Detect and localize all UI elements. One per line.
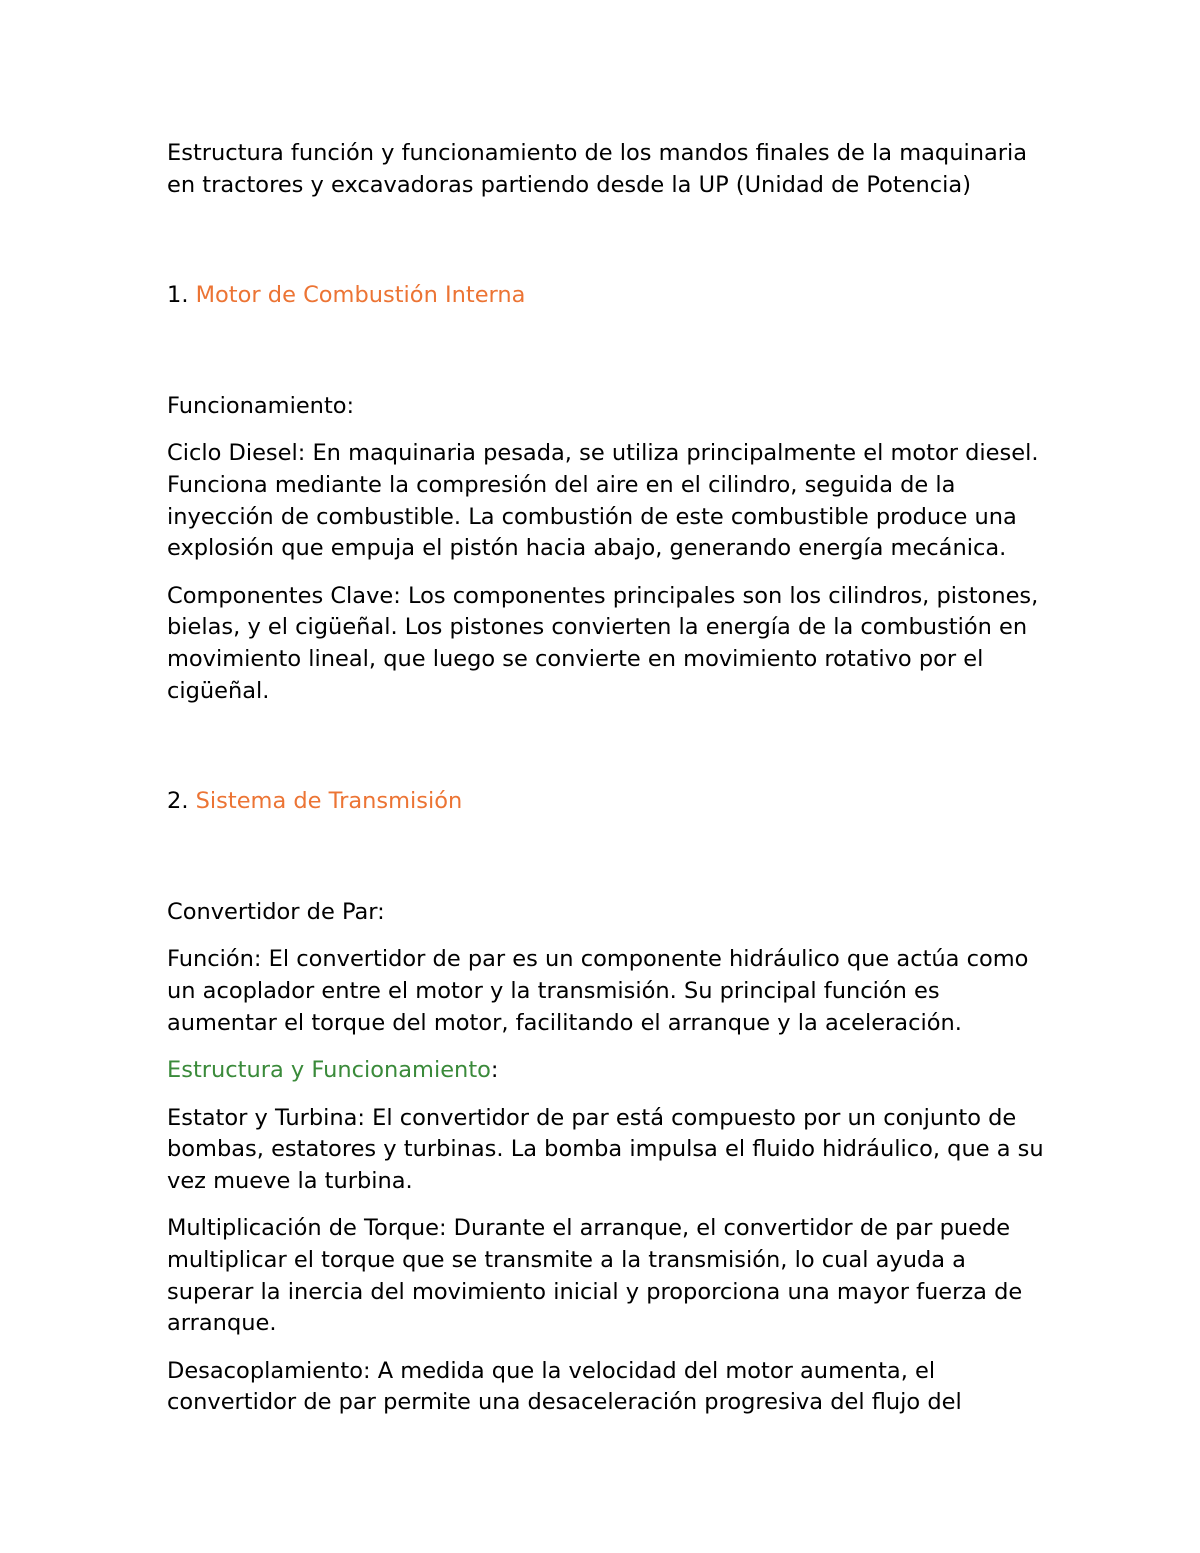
document-page <box>167 138 1047 1435</box>
section-1-heading <box>167 280 1047 312</box>
section-2-number: 2. <box>167 788 189 815</box>
document-title: Estructura función y funcionamiento de los mandos finales de la maquinaria en tractores y excavadoras partiendo desde la UP (Unidad de Potencia) <box>167 140 1028 198</box>
section-1-paragraph-1: Ciclo Diesel: En maquinaria pesada, se utiliza principalmente el motor diesel. Funciona mediante la compresión del aire en el cilindro, seguida de la inyección de combustible. La combustión de este combustible produce una explosión que empuja el pistón hacia abajo, generando energía mecánica. <box>167 440 1039 562</box>
section-1-paragraph-2: Componentes Clave: Los componentes principales son los cilindros, pistones, bielas, y el cigüeñal. Los pistones convierten la energía de la combustión en movimiento lineal, que luego se convierte en movimiento rotativo por el cigüeñal. <box>167 582 1039 704</box>
section-1-number: 1. <box>167 282 189 309</box>
section-2-subheading: Convertidor de Par: <box>167 898 385 925</box>
structure-paragraph-3: Desacoplamiento: A medida que la velocidad del motor aumenta, el convertidor de par permite una desaceleración progresiva del flujo del <box>167 1357 962 1416</box>
section-1-title: Motor de Combustión Interna <box>195 282 526 309</box>
structure-paragraph-2: Multiplicación de Torque: Durante el arranque, el convertidor de par puede multiplicar el torque que se transmite a la transmisión, lo cual ayuda a superar la inercia del movimiento inicial y proporciona una mayor fuerza de arranque. <box>167 1215 1023 1337</box>
structure-heading <box>167 1055 1047 1087</box>
structure-heading-text: Estructura y Funcionamiento <box>167 1057 491 1084</box>
section-2-title: Sistema de Transmisión <box>195 788 463 815</box>
section-2-heading <box>167 786 1047 818</box>
structure-heading-colon: : <box>490 1057 499 1084</box>
structure-paragraph-1: Estator y Turbina: El convertidor de par está compuesto por un conjunto de bombas, estatores y turbinas. La bomba impulsa el fluido hidráulico, que a su vez mueve la turbina. <box>167 1104 1044 1194</box>
section-2-paragraph-1: Función: El convertidor de par es un componente hidráulico que actúa como un acoplador entre el motor y la transmisión. Su principal función es aumentar el torque del motor, facilitando el arranque y la aceleración. <box>167 946 1029 1036</box>
section-1-subheading: Funcionamiento: <box>167 392 355 419</box>
